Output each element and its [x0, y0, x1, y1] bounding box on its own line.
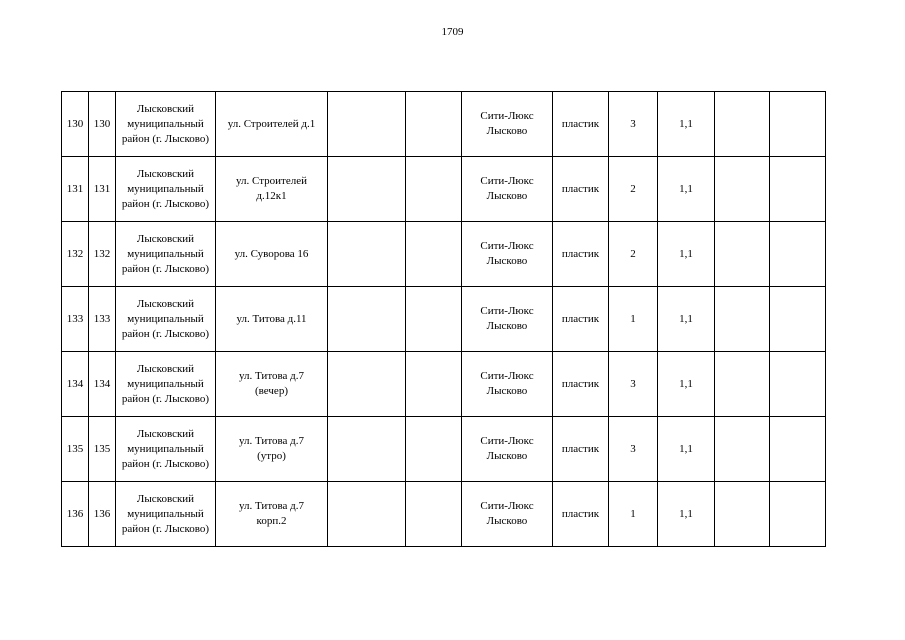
district-line: муниципальный	[127, 377, 204, 390]
district-line: Лысковский	[136, 492, 195, 505]
district-line: район (г. Лысково)	[121, 392, 210, 405]
material-cell: пластик	[553, 417, 609, 482]
operator-line: Лысково	[486, 450, 528, 462]
empty-cell	[770, 417, 826, 482]
address-line: д.12к1	[256, 190, 287, 202]
address-line: (вечер)	[255, 385, 288, 397]
address-line: ул. Строителей д.1	[227, 117, 316, 130]
row-number-cell: 130	[62, 92, 89, 157]
operator-line: Сити-Люкс	[480, 500, 534, 512]
empty-cell	[328, 157, 406, 222]
empty-cell	[406, 352, 462, 417]
table-row	[62, 222, 826, 287]
district-line: Лысковский	[136, 232, 195, 245]
operator-line: Лысково	[486, 125, 528, 137]
container-count-cell: 1	[609, 482, 658, 547]
district-line: район (г. Лысково)	[121, 457, 210, 470]
district-line: Лысковский	[136, 362, 195, 375]
empty-cell	[715, 157, 770, 222]
sub-number-cell: 133	[89, 287, 116, 352]
empty-cell	[770, 482, 826, 547]
container-count-cell: 2	[609, 157, 658, 222]
address-cell	[216, 222, 328, 287]
container-count-cell: 2	[609, 222, 658, 287]
volume-cell: 1,1	[658, 352, 715, 417]
district-line: муниципальный	[127, 507, 204, 520]
district-line: муниципальный	[127, 117, 204, 130]
district-cell	[116, 222, 216, 287]
volume-cell: 1,1	[658, 157, 715, 222]
container-count-cell: 3	[609, 352, 658, 417]
empty-cell	[406, 482, 462, 547]
empty-cell	[406, 92, 462, 157]
district-line: Лысковский	[136, 102, 195, 115]
volume-cell: 1,1	[658, 92, 715, 157]
material-cell: пластик	[553, 222, 609, 287]
material-cell: пластик	[553, 352, 609, 417]
table-row	[62, 352, 826, 417]
material-cell: пластик	[553, 157, 609, 222]
district-cell	[116, 287, 216, 352]
district-line: Лысковский	[136, 427, 195, 440]
empty-cell	[770, 352, 826, 417]
district-cell	[116, 352, 216, 417]
address-line: корп.2	[256, 515, 287, 527]
sub-number-cell: 135	[89, 417, 116, 482]
operator-line: Сити-Люкс	[480, 370, 534, 382]
district-line: Лысковский	[136, 167, 195, 180]
empty-cell	[715, 482, 770, 547]
operator-cell	[462, 92, 553, 157]
empty-cell	[715, 222, 770, 287]
address-cell	[216, 482, 328, 547]
district-line: Лысковский	[136, 297, 195, 310]
sub-number-cell: 131	[89, 157, 116, 222]
empty-cell	[328, 287, 406, 352]
operator-line: Сити-Люкс	[480, 240, 534, 252]
empty-cell	[406, 417, 462, 482]
row-number-cell: 132	[62, 222, 89, 287]
address-cell	[216, 287, 328, 352]
page-number: 1709	[441, 26, 464, 38]
district-cell	[116, 417, 216, 482]
container-count-cell: 3	[609, 417, 658, 482]
empty-cell	[328, 92, 406, 157]
empty-cell	[715, 92, 770, 157]
empty-cell	[328, 222, 406, 287]
operator-line: Лысково	[486, 255, 528, 267]
address-line: ул. Титова д.7	[238, 370, 305, 382]
district-line: муниципальный	[127, 312, 204, 325]
sub-number-cell: 136	[89, 482, 116, 547]
district-line: район (г. Лысково)	[121, 132, 210, 145]
row-number-cell: 136	[62, 482, 89, 547]
address-line: ул. Строителей	[236, 175, 307, 187]
operator-line: Лысково	[486, 385, 528, 397]
empty-cell	[770, 92, 826, 157]
table-row	[62, 417, 826, 482]
operator-line: Лысково	[486, 320, 528, 332]
material-cell: пластик	[553, 482, 609, 547]
district-line: муниципальный	[127, 442, 204, 455]
table-row	[62, 482, 826, 547]
row-number-cell: 135	[62, 417, 89, 482]
district-cell	[116, 482, 216, 547]
operator-line: Лысково	[486, 190, 528, 202]
empty-cell	[328, 482, 406, 547]
sub-number-cell: 130	[89, 92, 116, 157]
row-number-cell: 134	[62, 352, 89, 417]
district-line: муниципальный	[127, 247, 204, 260]
operator-line: Сити-Люкс	[480, 305, 534, 317]
district-cell	[116, 92, 216, 157]
container-count-cell: 1	[609, 287, 658, 352]
operator-line: Сити-Люкс	[480, 110, 534, 122]
row-number-cell: 131	[62, 157, 89, 222]
address-line: ул. Титова д.11	[236, 312, 307, 325]
table-row	[62, 157, 826, 222]
address-line: ул. Титова д.7	[238, 500, 305, 512]
volume-cell: 1,1	[658, 417, 715, 482]
district-line: район (г. Лысково)	[121, 522, 210, 535]
operator-line: Сити-Люкс	[480, 175, 534, 187]
material-cell: пластик	[553, 287, 609, 352]
operator-cell	[462, 352, 553, 417]
district-line: район (г. Лысково)	[121, 197, 210, 210]
address-cell	[216, 92, 328, 157]
operator-cell	[462, 157, 553, 222]
address-cell	[216, 352, 328, 417]
volume-cell: 1,1	[658, 287, 715, 352]
empty-cell	[328, 417, 406, 482]
operator-line: Лысково	[486, 515, 528, 527]
row-number-cell: 133	[62, 287, 89, 352]
empty-cell	[770, 222, 826, 287]
district-line: муниципальный	[127, 182, 204, 195]
address-cell	[216, 157, 328, 222]
empty-cell	[406, 222, 462, 287]
container-count-cell: 3	[609, 92, 658, 157]
address-line: ул. Суворова 16	[234, 247, 309, 260]
volume-cell: 1,1	[658, 482, 715, 547]
district-line: район (г. Лысково)	[121, 262, 210, 275]
address-line: (утро)	[257, 450, 286, 462]
volume-cell: 1,1	[658, 222, 715, 287]
empty-cell	[715, 287, 770, 352]
operator-line: Сити-Люкс	[480, 435, 534, 447]
table-row	[62, 287, 826, 352]
operator-cell	[462, 417, 553, 482]
empty-cell	[406, 157, 462, 222]
sub-number-cell: 134	[89, 352, 116, 417]
empty-cell	[715, 417, 770, 482]
operator-cell	[462, 482, 553, 547]
sub-number-cell: 132	[89, 222, 116, 287]
address-line: ул. Титова д.7	[238, 435, 305, 447]
district-cell	[116, 157, 216, 222]
empty-cell	[406, 287, 462, 352]
empty-cell	[770, 287, 826, 352]
operator-cell	[462, 287, 553, 352]
operator-cell	[462, 222, 553, 287]
registry-table	[61, 91, 826, 547]
address-cell	[216, 417, 328, 482]
empty-cell	[770, 157, 826, 222]
district-line: район (г. Лысково)	[121, 327, 210, 340]
material-cell: пластик	[553, 92, 609, 157]
empty-cell	[715, 352, 770, 417]
empty-cell	[328, 352, 406, 417]
table-row	[62, 92, 826, 157]
